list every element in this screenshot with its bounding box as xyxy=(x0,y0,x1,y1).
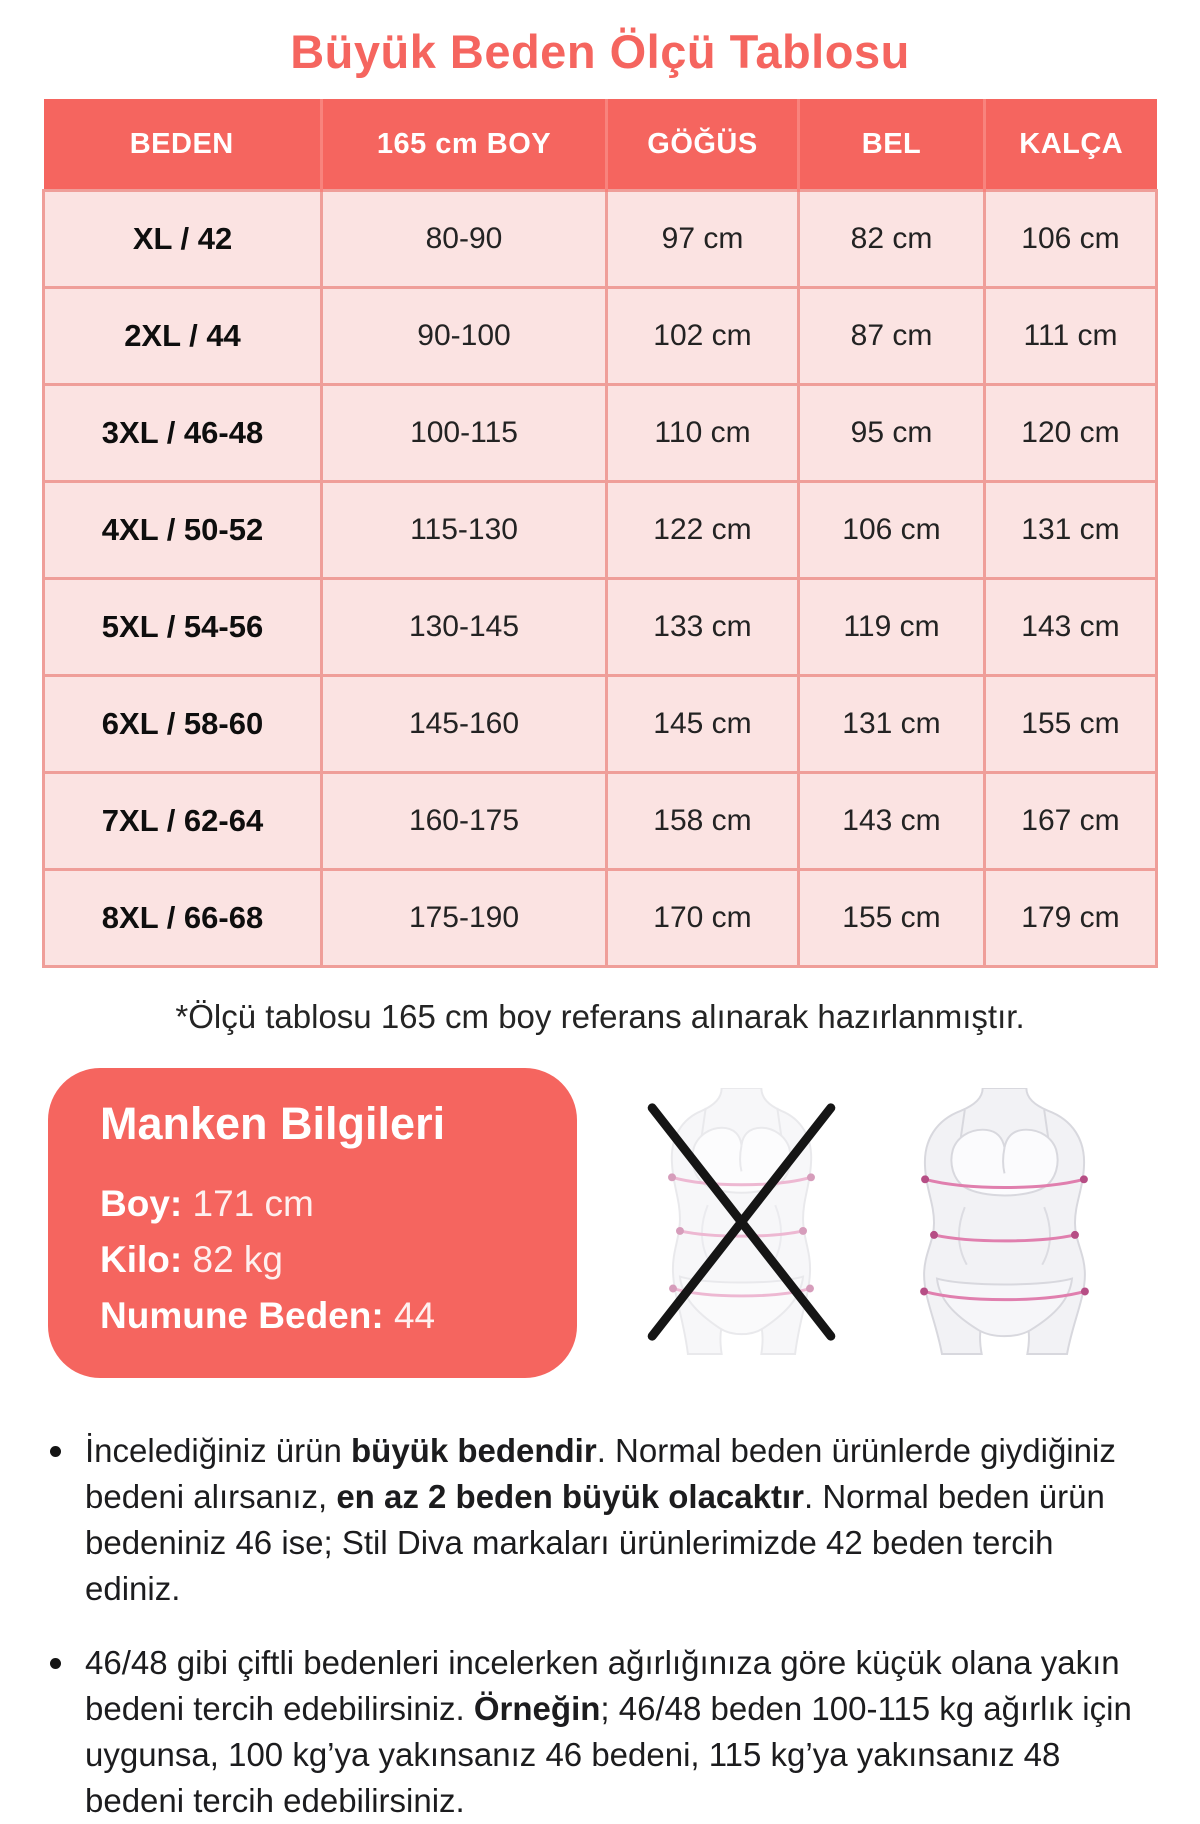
plus-size-body-icon xyxy=(902,1088,1107,1356)
hip-value: 111 cm xyxy=(985,288,1157,385)
plus-size-body-figure xyxy=(902,1088,1107,1356)
chest-value: 170 cm xyxy=(607,870,799,967)
chest-value: 110 cm xyxy=(607,385,799,482)
size-table xyxy=(42,99,1158,968)
page-title: Büyük Beden Ölçü Tablosu xyxy=(290,25,910,78)
model-sample-size-line: Numune Beden: 44 xyxy=(100,1295,436,1336)
model-weight-line: Kilo: 82 kg xyxy=(100,1239,284,1280)
hip-value: 131 cm xyxy=(985,482,1157,579)
weight-range: 115-130 xyxy=(322,482,607,579)
model-height-label: Boy xyxy=(100,1183,170,1224)
info-bullets xyxy=(50,1428,1135,1824)
table-footnote: *Ölçü tablosu 165 cm boy referans alınarak hazırlanmıştır. xyxy=(175,998,1025,1035)
weight-range: 160-175 xyxy=(322,773,607,870)
model-info-section xyxy=(48,1068,1160,1378)
col-header-gogus: GÖĞÜS xyxy=(607,99,799,191)
bullet-text: İncelediğiniz ürün büyük bedendir. Normal beden ürünlerde giydiğiniz bedeni alırsanız, en az 2 beden büyük olacaktır. Normal beden ürün bedeniniz 46 ise; Stil Diva markaları ürünlerimizde 42 beden tercih ediniz. xyxy=(85,1432,1116,1607)
table-row xyxy=(44,385,1157,482)
bullet-dot xyxy=(50,1658,61,1669)
weight-range: 145-160 xyxy=(322,676,607,773)
model-info-title: Manken Bilgileri xyxy=(100,1098,446,1149)
hip-value: 155 cm xyxy=(985,676,1157,773)
hip-value: 120 cm xyxy=(985,385,1157,482)
bullet-text: 46/48 gibi çiftli bedenleri incelerken ağırlığınıza göre küçük olana yakın bedeni tercih edebilirsiniz. Örneğin; 46/48 beden 100-115 kg ağırlık için uygunsa, 100 kg’ya yakınsanız 46 bedeni, 115 kg’ya yakınsanız 48 bedeni tercih edebilirsiniz. xyxy=(85,1644,1132,1819)
waist-value: 87 cm xyxy=(799,288,985,385)
table-row xyxy=(44,191,1157,288)
model-weight-value: 82 kg xyxy=(192,1239,284,1280)
size-label: 8XL / 66-68 xyxy=(44,870,322,967)
hip-value: 106 cm xyxy=(985,191,1157,288)
table-row xyxy=(44,288,1157,385)
chest-value: 145 cm xyxy=(607,676,799,773)
table-row xyxy=(44,482,1157,579)
size-label: 7XL / 62-64 xyxy=(44,773,322,870)
waist-value: 155 cm xyxy=(799,870,985,967)
waist-value: 143 cm xyxy=(799,773,985,870)
model-sample-size-label: Numune Beden xyxy=(100,1295,372,1336)
weight-range: 175-190 xyxy=(322,870,607,967)
table-row xyxy=(44,870,1157,967)
chest-value: 122 cm xyxy=(607,482,799,579)
table-header-row xyxy=(44,99,1157,191)
size-label: 6XL / 58-60 xyxy=(44,676,322,773)
col-header-beden: BEDEN xyxy=(44,99,322,191)
hip-value: 167 cm xyxy=(985,773,1157,870)
weight-range: 100-115 xyxy=(322,385,607,482)
chest-value: 102 cm xyxy=(607,288,799,385)
weight-range: 90-100 xyxy=(322,288,607,385)
size-label: XL / 42 xyxy=(44,191,322,288)
bullet-double-size-note xyxy=(50,1640,1135,1824)
size-label: 2XL / 44 xyxy=(44,288,322,385)
table-row xyxy=(44,579,1157,676)
weight-range: 130-145 xyxy=(322,579,607,676)
chest-value: 97 cm xyxy=(607,191,799,288)
model-height-line: Boy: 171 cm xyxy=(100,1183,314,1224)
hip-value: 179 cm xyxy=(985,870,1157,967)
weight-range: 80-90 xyxy=(322,191,607,288)
model-info-card xyxy=(48,1068,577,1378)
col-header-boy: 165 cm BOY xyxy=(322,99,607,191)
table-row xyxy=(44,773,1157,870)
chest-value: 133 cm xyxy=(607,579,799,676)
waist-value: 95 cm xyxy=(799,385,985,482)
size-label: 4XL / 50-52 xyxy=(44,482,322,579)
model-weight-label: Kilo xyxy=(100,1239,170,1280)
model-sample-size-value: 44 xyxy=(393,1295,436,1336)
waist-value: 119 cm xyxy=(799,579,985,676)
size-label: 3XL / 46-48 xyxy=(44,385,322,482)
bullet-sizing-note xyxy=(50,1428,1135,1612)
fit-illustrations xyxy=(639,1088,1107,1356)
waist-value: 82 cm xyxy=(799,191,985,288)
size-label: 5XL / 54-56 xyxy=(44,579,322,676)
col-header-bel: BEL xyxy=(799,99,985,191)
model-height-value: 171 cm xyxy=(192,1183,314,1224)
hip-value: 143 cm xyxy=(985,579,1157,676)
table-row xyxy=(44,676,1157,773)
chest-value: 158 cm xyxy=(607,773,799,870)
waist-value: 131 cm xyxy=(799,676,985,773)
bullet-dot xyxy=(50,1446,61,1457)
crossed-out-slim-body-figure xyxy=(639,1088,844,1356)
waist-value: 106 cm xyxy=(799,482,985,579)
col-header-kalca: KALÇA xyxy=(985,99,1157,191)
slim-body-icon xyxy=(639,1088,844,1356)
